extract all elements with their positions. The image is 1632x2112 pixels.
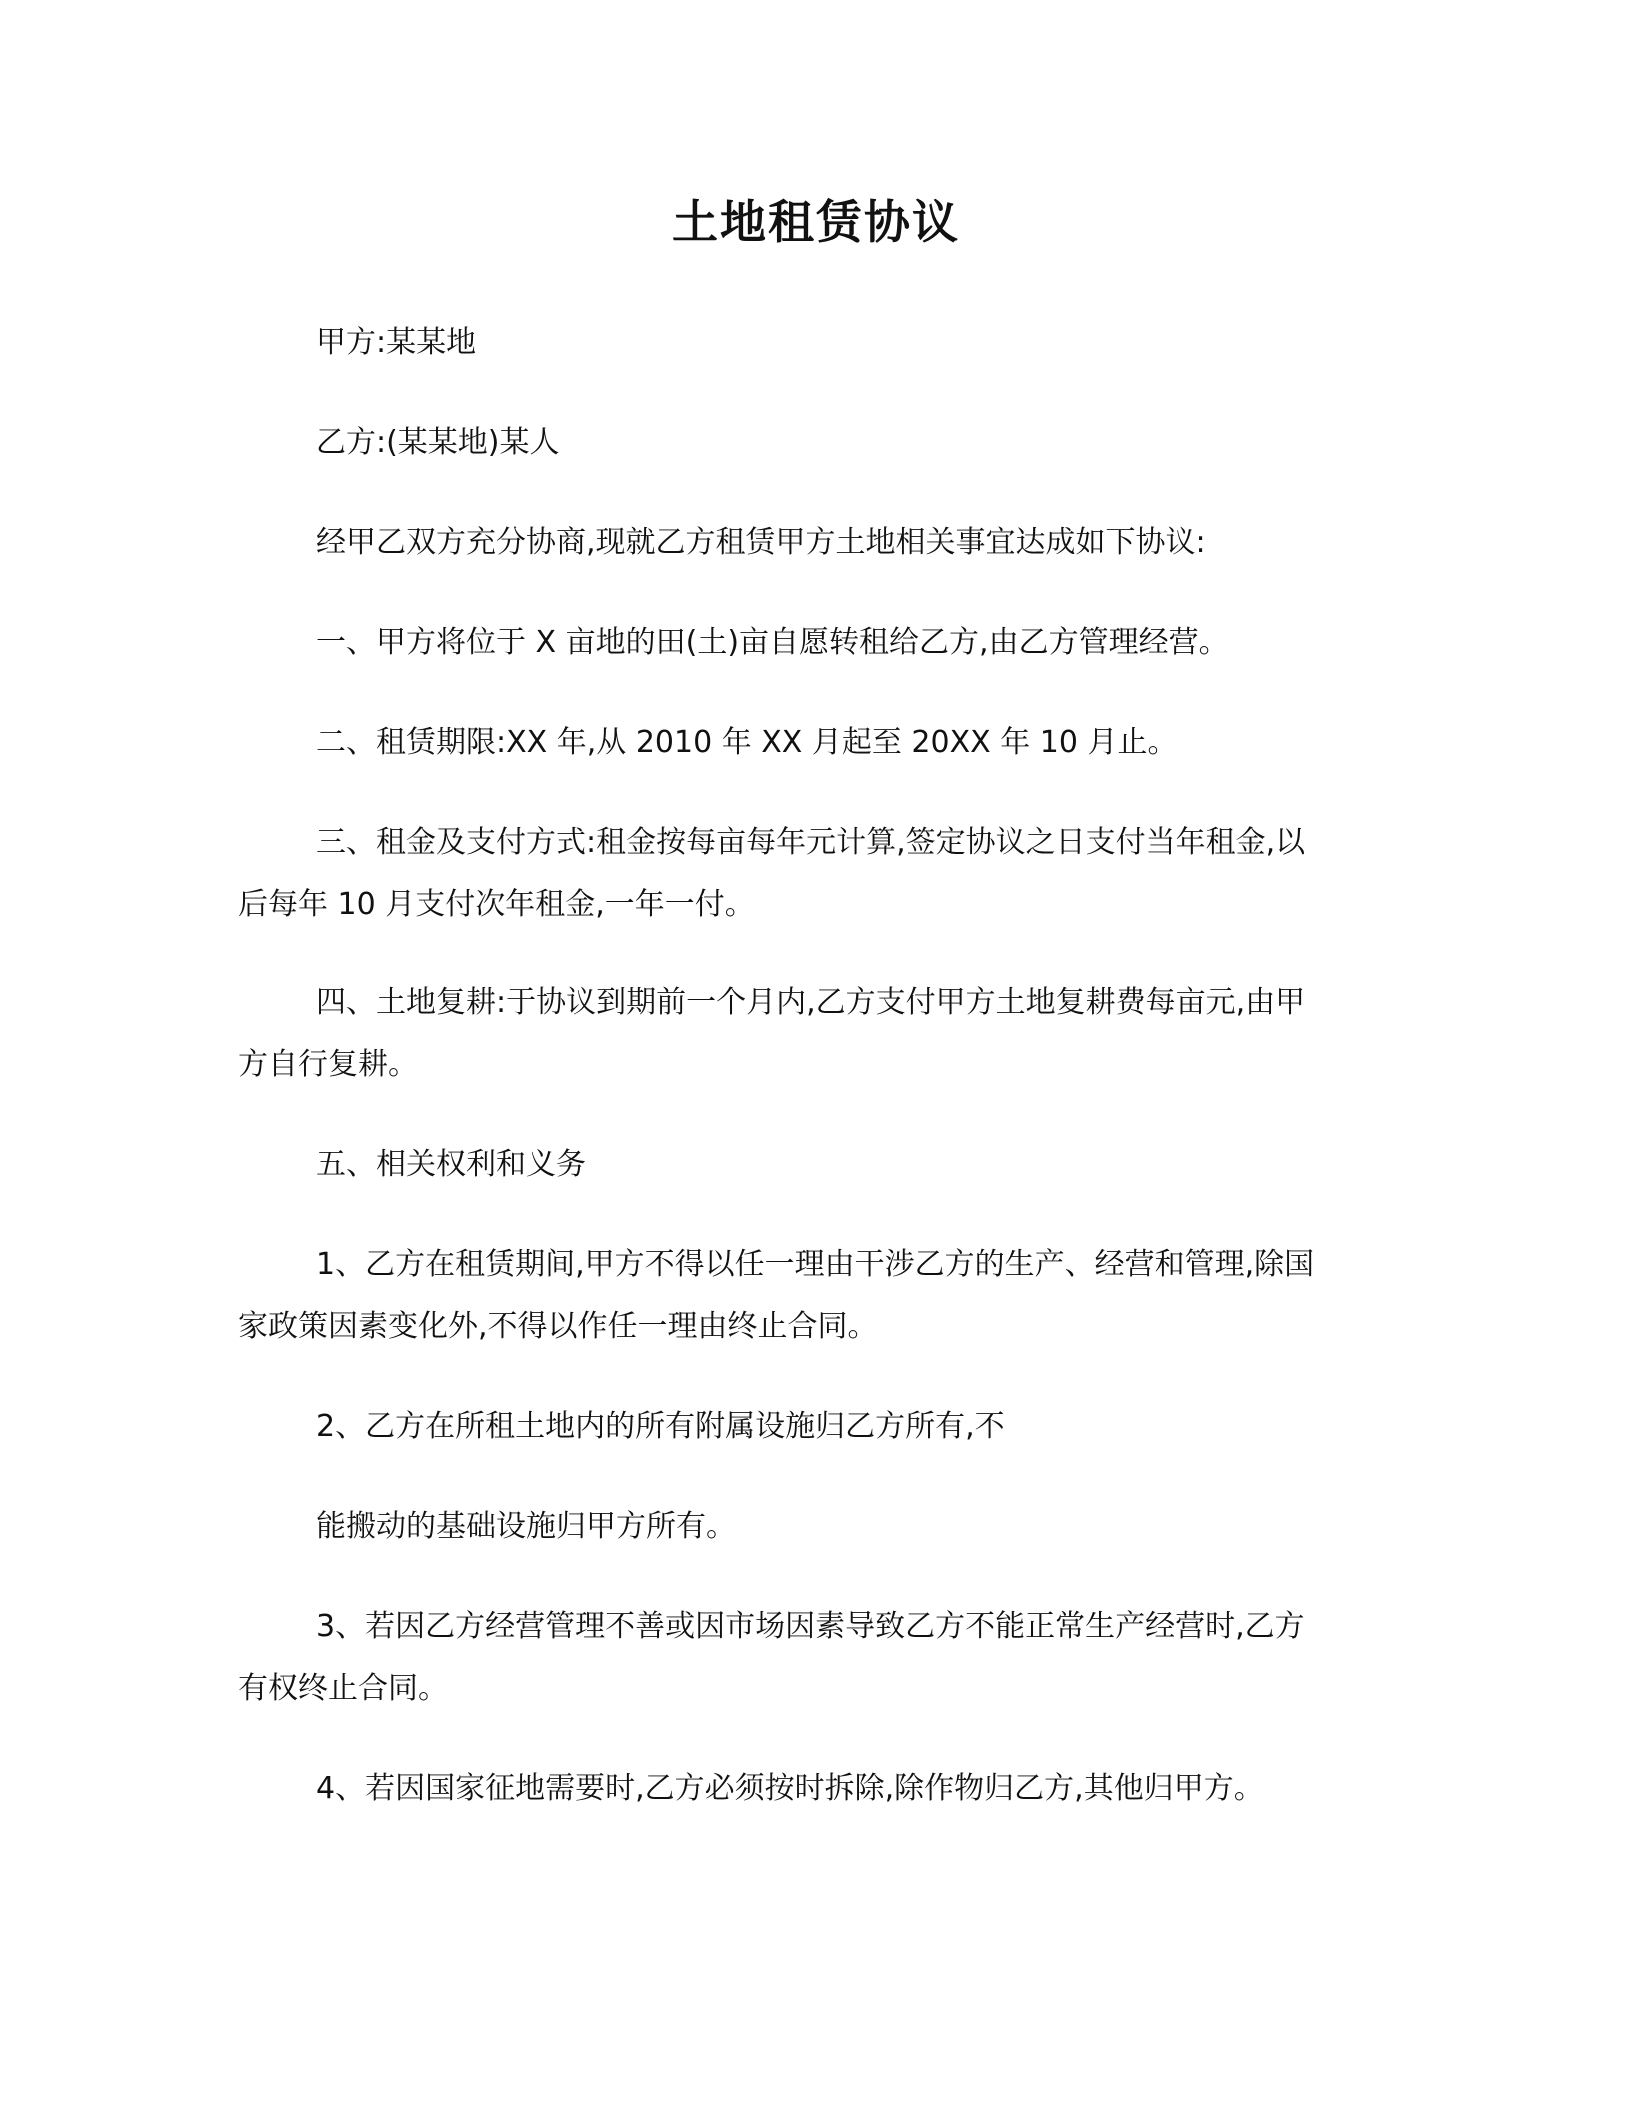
clause-3-line-2: 后每年 10 月支付次年租金,一年一付。	[238, 887, 755, 922]
item-2-line-1: 2、乙方在所租土地内的所有附属设施归乙方所有,不	[316, 1409, 1005, 1444]
item-2-line-2: 能搬动的基础设施归甲方所有。	[316, 1509, 736, 1544]
preamble-line: 经甲乙双方充分协商,现就乙方租赁甲方土地相关事宜达成如下协议:	[316, 525, 1206, 560]
party-b-line: 乙方:(某某地)某人	[316, 425, 560, 460]
item-1-line-1: 1、乙方在租赁期间,甲方不得以任一理由干涉乙方的生产、经营和管理,除国	[316, 1247, 1315, 1282]
document-title: 土地租赁协议	[672, 195, 960, 249]
clause-3-line-1: 三、租金及支付方式:租金按每亩每年元计算,签定协议之日支付当年租金,以	[316, 825, 1306, 860]
clause-4-line-1: 四、土地复耕:于协议到期前一个月内,乙方支付甲方土地复耕费每亩元,由甲	[316, 985, 1306, 1020]
clause-5-heading: 五、相关权利和义务	[316, 1147, 586, 1182]
item-3-line-2: 有权终止合同。	[238, 1671, 448, 1706]
item-4: 4、若因国家征地需要时,乙方必须按时拆除,除作物归乙方,其他归甲方。	[316, 1771, 1264, 1806]
party-a-line: 甲方:某某地	[316, 325, 477, 360]
clause-1: 一、甲方将位于 X 亩地的田(土)亩自愿转租给乙方,由乙方管理经营。	[316, 625, 1229, 660]
clause-4-line-2: 方自行复耕。	[238, 1047, 418, 1082]
item-1-line-2: 家政策因素变化外,不得以作任一理由终止合同。	[238, 1309, 878, 1344]
clause-2: 二、租赁期限:XX 年,从 2010 年 XX 月起至 20XX 年 10 月止。	[316, 725, 1178, 760]
item-3-line-1: 3、若因乙方经营管理不善或因市场因素导致乙方不能正常生产经营时,乙方	[316, 1609, 1305, 1644]
